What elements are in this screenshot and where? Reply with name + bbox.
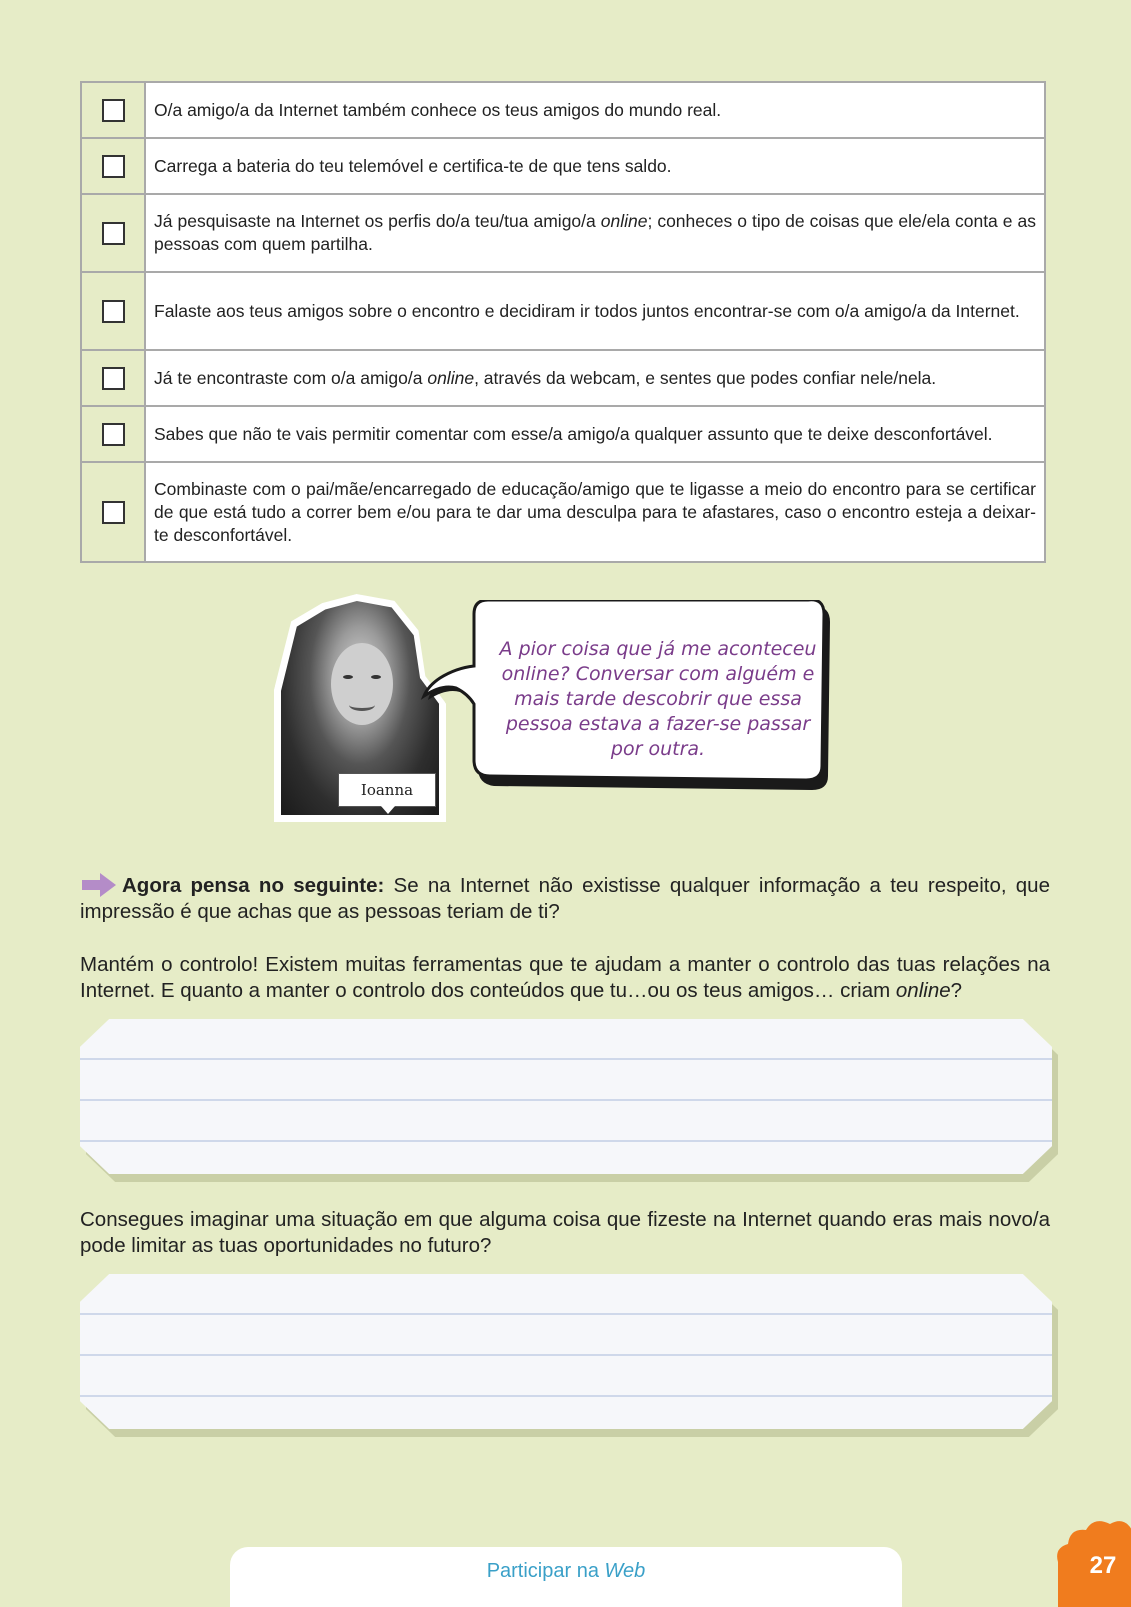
checklist-item-text: Já te encontraste com o/a amigo/a online, através da webcam, e sentes que podes confiar nele/nela. [145,350,1045,406]
face-shape [331,643,393,725]
lined-paper[interactable] [80,1274,1052,1429]
checklist-item-text: Combinaste com o pai/mãe/encarregado de educação/amigo que te ligasse a meio do encontro para se certificar de que está tudo a correr bem e/ou para te dar uma desculpa para te afastares, caso o encontro esteja a deixar-te desconfortável. [145,462,1045,562]
checklist-item-text: Sabes que não te vais permitir comentar com esse/a amigo/a qualquer assunto que te deixe desconfortável. [145,406,1045,462]
arrow-icon [80,872,118,898]
future-prompt: Consegues imaginar uma situação em que alguma coisa que fizeste na Internet quando eras mais novo/a pode limitar as tuas oportunidades no futuro? [80,1208,1050,1257]
checklist-row [81,406,1045,462]
checklist-row [81,272,1045,350]
checklist-item-text: O/a amigo/a da Internet também conhece os teus amigos do mundo real. [145,82,1045,138]
quote-text: A pior coisa que já me aconteceu online? Conversar com alguém e mais tarde descobrir que essa pessoa estava a fazer-se passar por outra. [499,638,817,760]
name-tag: Ioanna [338,773,436,807]
checkbox[interactable] [102,155,125,178]
lined-paper[interactable] [80,1019,1052,1174]
checklist-item-text: Carrega a bateria do teu telemóvel e certifica-te de que tens saldo. [145,138,1045,194]
checklist-row [81,82,1045,138]
safety-checklist [80,81,1046,563]
checklist-item-text: Já pesquisaste na Internet os perfis do/a teu/tua amigo/a online; conheces o tipo de coisas que ele/ela conta e as pessoas com quem partilha. [145,194,1045,272]
think-prompt: Agora pensa no seguinte: Se na Internet não existisse qualquer informação a teu respeito, que impressão é que achas que as pessoas teriam de ti? [80,874,1050,923]
checkbox[interactable] [102,367,125,390]
checkbox[interactable] [102,222,125,245]
checkbox[interactable] [102,300,125,323]
page-number: 27 [1089,1552,1117,1579]
answer-area-1[interactable] [80,1019,1060,1184]
checklist-row [81,350,1045,406]
footer-title: Participar na Web [230,1547,902,1607]
answer-area-2[interactable] [80,1274,1060,1439]
checklist-item-text: Falaste aos teus amigos sobre o encontro e decidiram ir todos juntos encontrar-se com o/a amigo/a da Internet. [145,272,1045,350]
checkbox[interactable] [102,423,125,446]
checkbox[interactable] [102,501,125,524]
checklist-row [81,194,1045,272]
control-prompt: Mantém o controlo! Existem muitas ferramentas que te ajudam a manter o controlo das tuas relações na Internet. E quanto a manter o controlo dos conteúdos que tu…ou os teus amigos… criam online? [80,953,1050,1002]
checklist-row [81,138,1045,194]
checkbox[interactable] [102,99,125,122]
checklist-row [81,462,1045,562]
